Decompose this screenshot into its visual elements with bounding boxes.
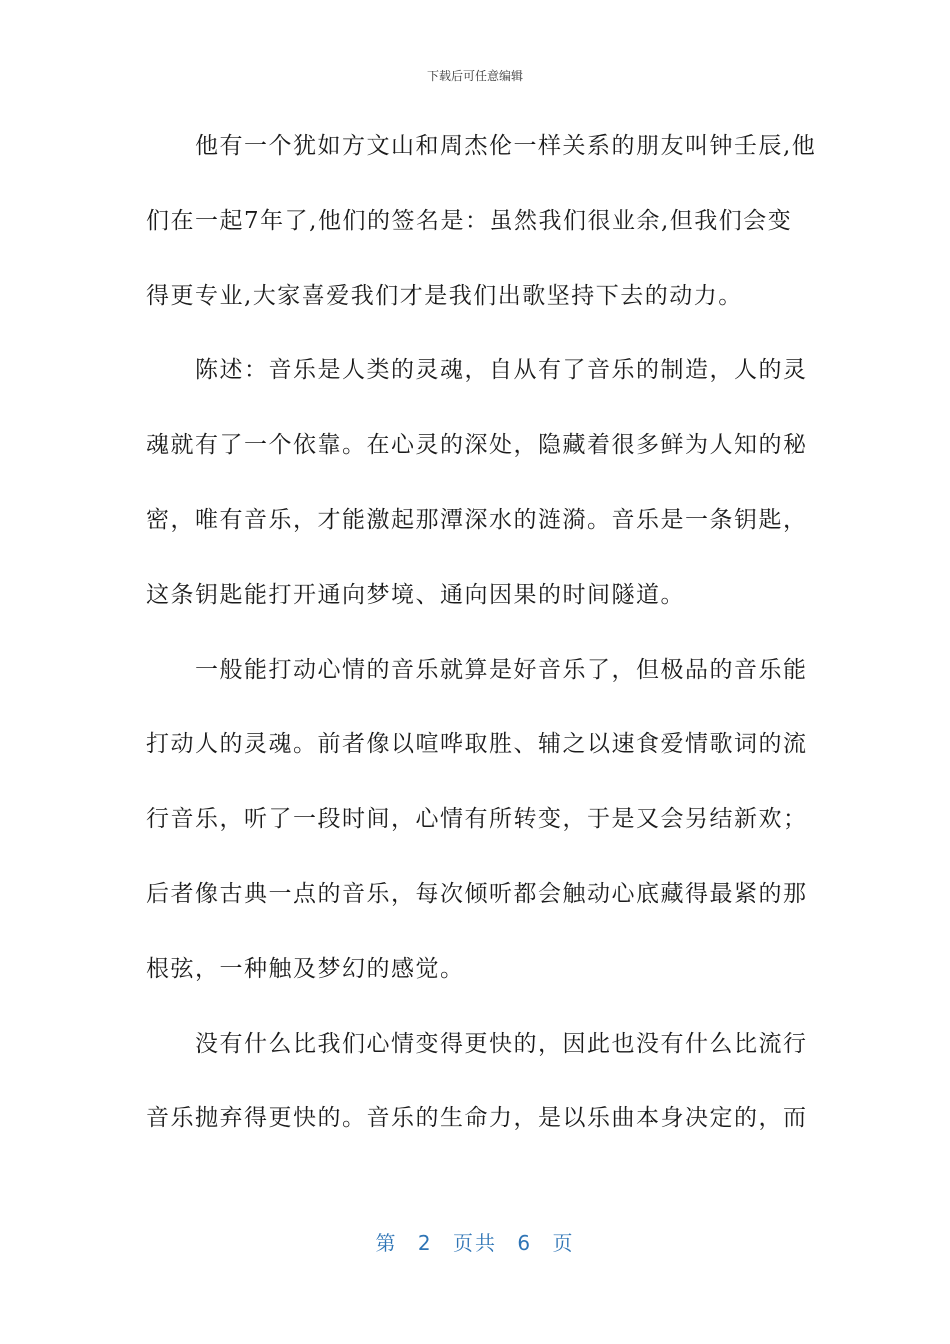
body-line: 打动人的灵魂。前者像以喧哗取胜、辅之以速食爱情歌词的流 — [146, 731, 808, 757]
body-line: 一般能打动心情的音乐就算是好音乐了，但极品的音乐能 — [146, 657, 808, 683]
page-footer — [0, 1227, 950, 1256]
footer-prefix: 第 — [375, 1231, 398, 1255]
body-line: 们在一起7年了,他们的签名是：虽然我们很业余,但我们会变 — [146, 208, 793, 234]
footer-total-pages: 6 — [517, 1231, 533, 1255]
body-line: 音乐抛弃得更快的。音乐的生命力，是以乐曲本身决定的，而 — [146, 1105, 808, 1131]
footer-suffix: 页 — [552, 1231, 575, 1255]
body-line: 他有一个犹如方文山和周杰伦一样关系的朋友叫钟壬辰,他 — [146, 133, 817, 159]
body-line: 后者像古典一点的音乐，每次倾听都会触动心底藏得最紧的那 — [146, 881, 808, 907]
footer-page-number: 2 — [417, 1231, 433, 1255]
body-line: 行音乐，听了一段时间，心情有所转变，于是又会另结新欢； — [146, 806, 808, 832]
body-line: 这条钥匙能打开通向梦境、通向因果的时间隧道。 — [146, 582, 685, 608]
page-header: 下载后可任意编辑 — [426, 69, 523, 83]
body-line: 没有什么比我们心情变得更快的，因此也没有什么比流行 — [146, 1031, 808, 1057]
body-line: 密，唯有音乐，才能激起那潭深水的涟漪。音乐是一条钥匙， — [146, 507, 808, 533]
body-line: 魂就有了一个依靠。在心灵的深处，隐藏着很多鲜为人知的秘 — [146, 432, 808, 458]
body-line: 得更专业,大家喜爱我们才是我们出歌坚持下去的动力。 — [146, 283, 743, 309]
body-line: 根弦，一种触及梦幻的感觉。 — [146, 956, 465, 982]
footer-middle: 页共 — [453, 1231, 497, 1255]
body-line: 陈述：音乐是人类的灵魂，自从有了音乐的制造，人的灵 — [146, 357, 808, 383]
